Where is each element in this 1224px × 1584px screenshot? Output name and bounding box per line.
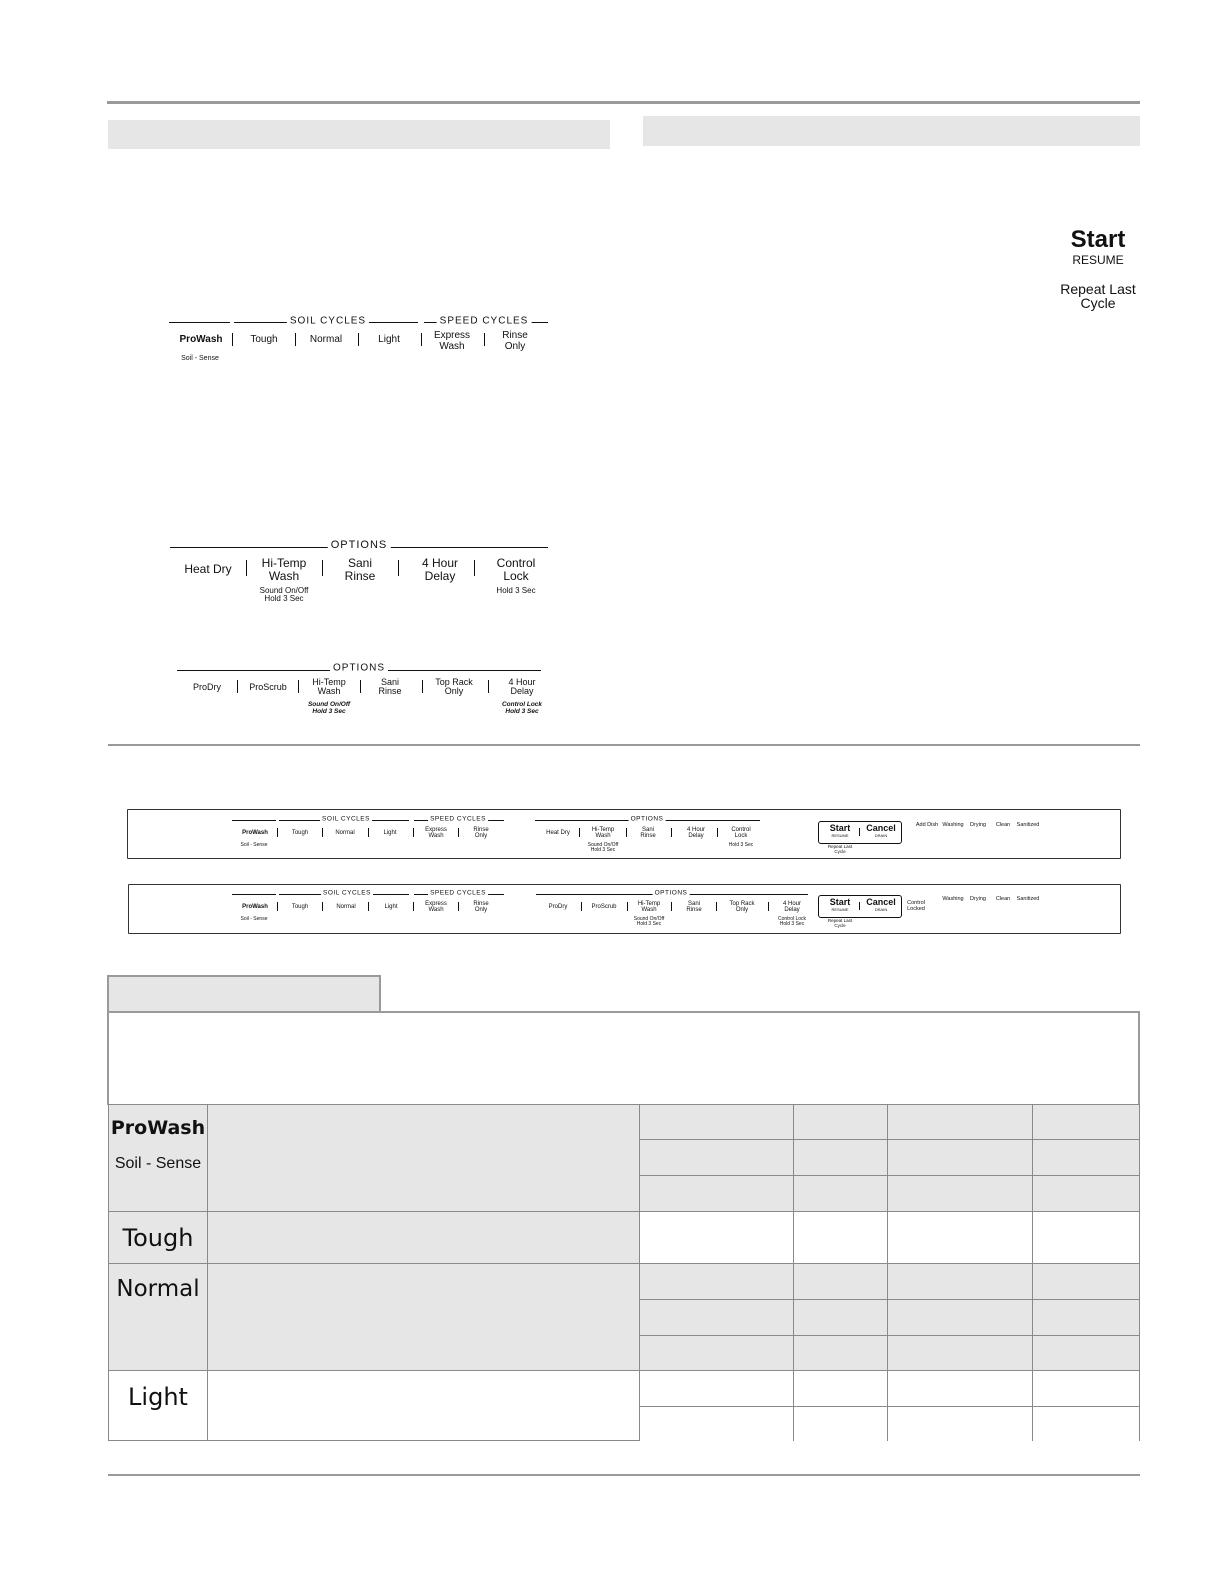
- top-rule: [107, 101, 1140, 104]
- cycle-chart-intro-box: [107, 1011, 1140, 1105]
- strip2-cycle-express[interactable]: Express Wash: [425, 901, 447, 914]
- strip1-cycle-express[interactable]: Express Wash: [425, 827, 447, 840]
- strip1-opt-sani[interactable]: Sani Rinse: [640, 827, 656, 840]
- strip2-control-locked: Control Locked: [907, 900, 925, 912]
- strip1-cycle-rinse[interactable]: Rinse Only: [473, 827, 489, 840]
- strip2-opt-hi-temp[interactable]: Hi-Temp Wash: [637, 901, 661, 914]
- row-light-name: [109, 1371, 208, 1441]
- options-header-1: OPTIONS: [328, 539, 391, 551]
- strip2-opt-prodry[interactable]: ProDry: [548, 904, 568, 910]
- option2-hi-temp-sub: Sound On/Off Hold 3 Sec: [307, 701, 351, 715]
- strip2-options-header: OPTIONS: [654, 889, 688, 897]
- row-normal-desc: [208, 1264, 640, 1371]
- option-proscrub[interactable]: ProScrub: [249, 682, 287, 692]
- strip2-cycle-tough[interactable]: Tough: [291, 904, 309, 910]
- soil-cycles-header: SOIL CYCLES: [287, 316, 369, 327]
- option-4-hour-delay[interactable]: 4 Hour Delay: [421, 556, 459, 583]
- strip2-cycle-normal[interactable]: Normal: [336, 904, 356, 910]
- option-control-lock-sub: Hold 3 Sec: [496, 586, 536, 595]
- right-section-header: [643, 116, 1140, 146]
- option-control-lock[interactable]: Control Lock: [496, 556, 536, 583]
- strip2-status-drying: Drying: [970, 896, 986, 902]
- strip2-cycle-prowash[interactable]: ProWash: [242, 904, 268, 910]
- left-section-header: [108, 120, 610, 149]
- strip1-cycle-light[interactable]: Light: [383, 830, 397, 836]
- row-prowash-name: [109, 1105, 208, 1212]
- strip2-cycle-sub: Soil - Sense: [240, 916, 268, 922]
- strip2-opt-top-rack[interactable]: Top Rack Only: [729, 901, 755, 914]
- strip2-resume: RESUME: [831, 907, 849, 912]
- speed-cycles-header: SPEED CYCLES: [437, 316, 532, 327]
- strip1-status-sanitized: Sanitized: [1016, 822, 1040, 828]
- row-light-desc: [208, 1371, 640, 1441]
- strip2-cycle-rinse[interactable]: Rinse Only: [473, 901, 489, 914]
- option2-sani-rinse[interactable]: Sani Rinse: [378, 677, 402, 697]
- strip2-drain: DRAIN: [874, 907, 888, 912]
- strip1-resume: RESUME: [831, 833, 849, 838]
- row-normal-label: Normal: [116, 1276, 200, 1302]
- strip2-status-clean: Clean: [995, 896, 1011, 902]
- strip2-opt-hi-temp-sub: Sound On/Off Hold 3 Sec: [633, 916, 665, 928]
- strip1-cycle-prowash[interactable]: ProWash: [242, 830, 268, 836]
- row-normal-name: [109, 1264, 208, 1371]
- strip2-speed-header: SPEED CYCLES: [430, 889, 486, 897]
- row-prowash-desc: [208, 1105, 640, 1212]
- option-hi-temp-wash[interactable]: Hi-Temp Wash: [261, 556, 307, 583]
- strip1-options-header: OPTIONS: [630, 815, 664, 823]
- cycle-light[interactable]: Light: [378, 334, 400, 345]
- strip1-opt-lock-sub: Hold 3 Sec: [728, 842, 754, 848]
- strip1-opt-lock[interactable]: Control Lock: [731, 827, 751, 840]
- strip1-opt-hi-temp-sub: Sound On/Off Hold 3 Sec: [587, 842, 619, 854]
- strip1-start[interactable]: Start: [829, 823, 851, 833]
- row-tough-label: Tough: [122, 1223, 194, 1252]
- cycle-express-wash[interactable]: Express Wash: [433, 330, 471, 352]
- repeat-last-line2: Cycle: [1080, 295, 1116, 311]
- option2-delay-sub: Control Lock Hold 3 Sec: [501, 701, 543, 715]
- row-tough-name: [109, 1212, 208, 1264]
- strip1-status-drying: Drying: [970, 822, 986, 828]
- strip1-cancel[interactable]: Cancel: [866, 823, 896, 833]
- option-hi-temp-sub: Sound On/Off Hold 3 Sec: [259, 586, 309, 604]
- option2-top-rack-only[interactable]: Top Rack Only: [435, 677, 473, 697]
- start-label: Start: [1070, 226, 1126, 253]
- strip1-speed-header: SPEED CYCLES: [430, 815, 486, 823]
- strip2-soil-header: SOIL CYCLES: [323, 889, 371, 897]
- mid-rule: [108, 744, 1140, 746]
- strip1-soil-header: SOIL CYCLES: [322, 815, 370, 823]
- strip2-status-sanitized: Sanitized: [1016, 896, 1040, 902]
- strip1-opt-heat-dry[interactable]: Heat Dry: [546, 830, 570, 836]
- resume-label: RESUME: [1072, 253, 1124, 267]
- strip2-cancel[interactable]: Cancel: [866, 897, 896, 907]
- option-prodry[interactable]: ProDry: [192, 682, 222, 692]
- strip1-cycle-sub: Soil - Sense: [240, 842, 268, 848]
- cycle-prowash-sub: Soil - Sense: [181, 355, 219, 362]
- option2-hi-temp-wash[interactable]: Hi-Temp Wash: [312, 677, 346, 697]
- option-sani-rinse[interactable]: Sani Rinse: [344, 556, 376, 583]
- row-prowash-sub: Soil - Sense: [114, 1155, 202, 1172]
- cycle-rinse-only[interactable]: Rinse Only: [502, 330, 528, 352]
- strip1-cycle-normal[interactable]: Normal: [335, 830, 355, 836]
- cycle-chart-tab: [107, 975, 381, 1013]
- option-heat-dry[interactable]: Heat Dry: [184, 562, 232, 576]
- cycle-normal[interactable]: Normal: [309, 334, 343, 345]
- cycle-table: [108, 1104, 1140, 1441]
- repeat-last-line1: Repeat Last: [1060, 281, 1136, 297]
- strip1-status-clean: Clean: [995, 822, 1011, 828]
- strip2-opt-delay-sub: Control Lock Hold 3 Sec: [777, 916, 807, 928]
- strip2-opt-proscrub[interactable]: ProScrub: [591, 904, 617, 910]
- strip1-repeat: Repeat Last Cycle: [827, 844, 853, 854]
- strip2-start[interactable]: Start: [829, 897, 851, 907]
- strip1-drain: DRAIN: [874, 833, 888, 838]
- strip2-opt-sani[interactable]: Sani Rinse: [686, 901, 702, 914]
- option2-4-hour-delay[interactable]: 4 Hour Delay: [508, 677, 536, 697]
- strip1-cycle-tough[interactable]: Tough: [291, 830, 309, 836]
- cycle-tough[interactable]: Tough: [250, 334, 278, 345]
- row-prowash-label: ProWash: [110, 1117, 206, 1139]
- strip1-status-add-dish: Add Dish: [915, 822, 939, 828]
- cycle-prowash[interactable]: ProWash: [179, 334, 223, 345]
- strip2-status-washing: Washing: [942, 896, 964, 902]
- strip2-repeat: Repeat Last Cycle: [827, 918, 853, 928]
- bottom-rule: [108, 1474, 1140, 1476]
- strip1-opt-delay[interactable]: 4 Hour Delay: [686, 827, 706, 840]
- strip2-cycle-light[interactable]: Light: [384, 904, 398, 910]
- strip1-status-washing: Washing: [942, 822, 964, 828]
- row-light-label: Light: [128, 1383, 188, 1411]
- strip2-opt-delay[interactable]: 4 Hour Delay: [782, 901, 802, 914]
- options-header-2: OPTIONS: [330, 663, 388, 674]
- strip1-opt-hi-temp[interactable]: Hi-Temp Wash: [591, 827, 615, 840]
- row-tough-desc: [208, 1212, 640, 1264]
